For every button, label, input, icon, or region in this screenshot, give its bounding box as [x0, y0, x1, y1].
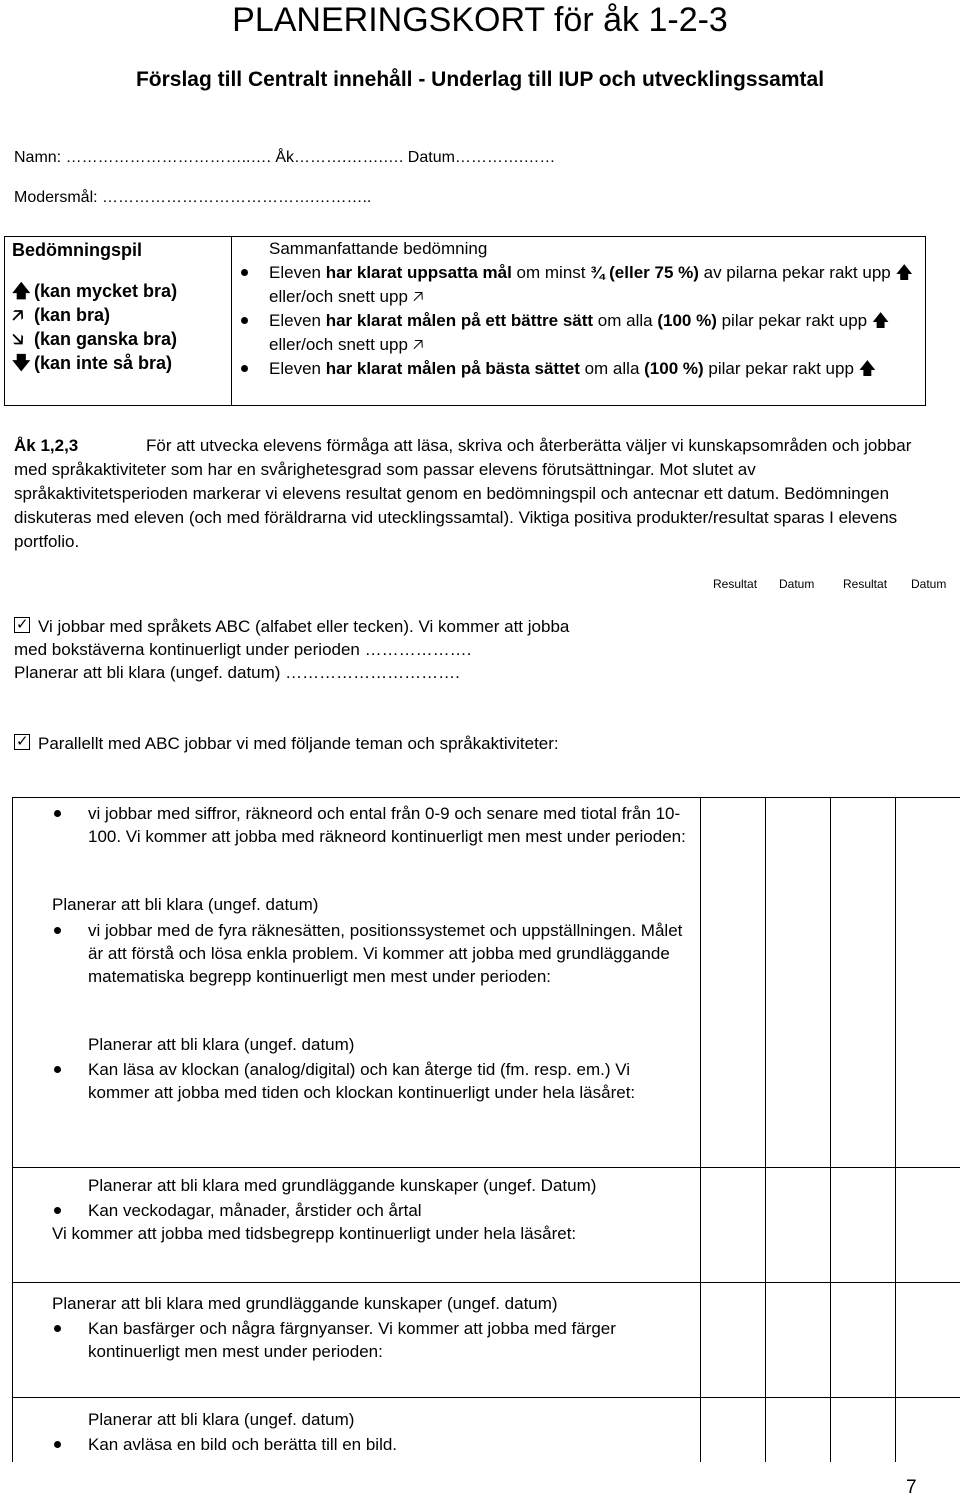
summary-bullet: Eleven har klarat målen på bästa sättet om alla (100 %) pilar pekar rakt upp 🡅 [241, 357, 921, 381]
page-number: 7 [906, 1477, 917, 1498]
mother-tongue-line: Modersmål: ………………………………….……….. [14, 189, 372, 206]
table-rule [700, 797, 701, 1462]
table-rule [12, 797, 960, 798]
list-item: Planerar att bli klara (ungef. datum) [52, 895, 319, 914]
legend-heading: Bedömningspil [12, 240, 142, 260]
column-header: Datum [911, 577, 947, 591]
legend-item: 🡥 (kan bra) [12, 305, 111, 325]
list-item: Planerar att bli klara (ungef. datum) [88, 1035, 355, 1054]
arrow-up-icon: 🡅 [895, 263, 913, 282]
list-item: Vi kommer att jobba med tidsbegrepp kontinuerligt under hela läsåret: [52, 1224, 577, 1243]
column-header: Resultat [843, 577, 888, 591]
column-header: Datum [779, 577, 815, 591]
legend-item: 🡅 (kan mycket bra) [12, 281, 178, 301]
name-grade-date-line: Namn: ……………………………..…. Åk……….…….…. Datum………….…… [14, 149, 556, 166]
list-item: Planerar att bli klara med grundläggande kunskaper (ungef. datum) [52, 1294, 558, 1313]
arrow-up-icon: 🡅 [871, 311, 890, 330]
table-rule [895, 797, 896, 1462]
legend-item: 🡦 (kan ganska bra) [12, 329, 178, 349]
list-item: Planerar att bli klara (ungef. datum) [88, 1410, 355, 1429]
page-subtitle: Förslag till Centralt innehåll - Underlag till IUP och utvecklingssamtal [135, 68, 825, 91]
arrow-up-right-icon: 🡥 [12, 305, 24, 325]
checkbox-icon[interactable] [14, 734, 30, 750]
list-item: Kan avläsa en bild och berätta till en bild. [14, 1433, 694, 1456]
list-item: Planerar att bli klara med grundläggande kunskaper (ungef. Datum) [88, 1176, 597, 1195]
list-item: vi jobbar med de fyra räknesätten, positionssystemet och uppställningen. Målet är att förstå och lösa enkla problem. Vi kommer att jobba med grundläggande matematiska begrepp kontinuerligt men mest under perioden: [14, 919, 694, 988]
list-item: Kan läsa av klockan (analog/digital) och kan återge tid (fm. resp. em.) Vi kommer att jobba med tiden och klockan kontinuerligt under hela läsåret: [14, 1058, 694, 1104]
arrow-down-right-icon: 🡦 [12, 329, 24, 349]
summary-bullet: Eleven har klarat målen på ett bättre sätt om alla (100 %) pilar pekar rakt upp 🡅 eller/och snett upp 🡥 [241, 309, 921, 357]
table-rule [765, 797, 766, 1462]
intro-text: För att utvecka elevens förmåga att läsa, skriva och återberätta väljer vi kunskapsområden och jobbar med språkaktiviteter som har en svårighetesgrad som passar elevens förutsättningar. Mot slutet av språkaktivitetsperioden markerar vi elevens resultat genom en bedömningspil och antecnar ett datum. Bedömningen diskuteras med eleven (och med föräldrarna vid utecklingssamtal). Viktiga positiva produkter/resultat sparas I elevens portfolio. [14, 436, 912, 551]
arrow-down-icon: 🡇 [12, 353, 31, 373]
list-item: vi jobbar med siffror, räkneord och ental från 0-9 och senare med tiotal från 10-100. Vi kommer att jobba med räkneord kontinuerligt men mest under perioden: [14, 802, 694, 848]
summary-heading: Sammanfattande bedömning [269, 239, 488, 258]
arrow-up-right-icon: 🡥 [412, 287, 424, 306]
table-rule [12, 1282, 960, 1283]
page-title: PLANERINGSKORT för åk 1-2-3 [232, 1, 728, 39]
table-rule [12, 1167, 960, 1168]
legend-item: 🡇 (kan inte så bra) [12, 353, 173, 373]
table-rule [12, 797, 13, 1462]
parallel-section: ✓Parallellt med ABC jobbar vi med följande teman och språkaktiviteter: [14, 732, 684, 755]
checkbox-icon[interactable] [14, 617, 30, 633]
arrow-up-right-icon: 🡥 [412, 335, 424, 354]
summary-bullet: Eleven har klarat uppsatta mål om minst ¾ (eller 75 %) av pilarna pekar rakt upp 🡅 eller/och snett upp 🡥 [241, 261, 921, 309]
summary [241, 237, 921, 381]
list-item: Kan veckodagar, månader, årstider och årtal [14, 1199, 694, 1222]
arrow-up-icon: 🡅 [858, 359, 877, 378]
intro-label: Åk 1,2,3 [14, 436, 79, 455]
list-item: Kan basfärger och några färgnyanser. Vi kommer att jobba med färger kontinuerligt men mest under perioden: [14, 1317, 694, 1363]
table-rule [12, 1397, 960, 1398]
legend [12, 236, 222, 375]
intro-paragraph [14, 434, 924, 554]
column-header: Resultat [713, 577, 758, 591]
table-rule [830, 797, 831, 1462]
abc-section: ✓Vi jobbar med språkets ABC (alfabet eller tecken). Vi kommer att jobba med bokstäverna kontinuerligt under perioden ………………. Planerar att bli klara (ungef. datum) …………………………. [14, 615, 684, 684]
arrow-up-icon: 🡅 [12, 281, 31, 301]
